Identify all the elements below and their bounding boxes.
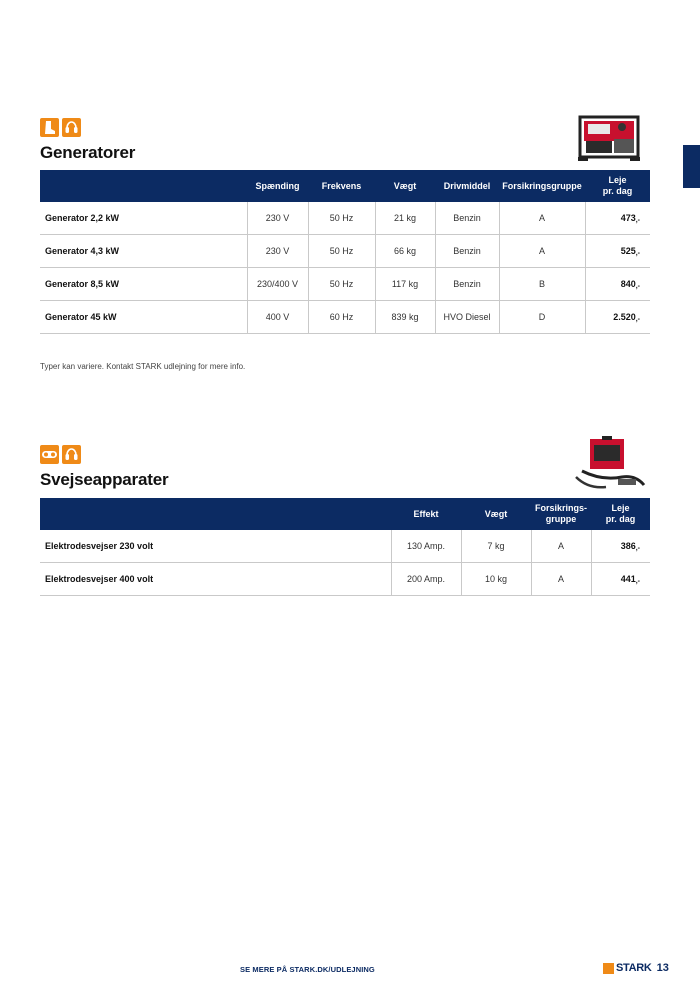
price-cell: $840_{,-}$ <box>585 268 650 301</box>
ear-protection-icon <box>62 445 81 464</box>
voltage-cell: 400 V <box>247 301 308 334</box>
product-name: Elektrodesvejser 400 volt <box>40 563 391 596</box>
price-cell: $386_{,-}$ <box>591 530 650 563</box>
footer-link[interactable]: SE MERE PÅ STARK.DK/UDLEJNING <box>240 965 375 974</box>
voltage-cell: 230 V <box>247 235 308 268</box>
fuel-cell: Benzin <box>435 202 499 235</box>
insurance-group-cell: A <box>531 530 591 563</box>
stark-logo <box>603 962 669 974</box>
weight-cell: 66 kg <box>375 235 435 268</box>
header-power: Effekt <box>391 498 461 530</box>
generators-title: Generatorer <box>40 143 136 162</box>
fuel-cell: Benzin <box>435 268 499 301</box>
price-cell: $2.520_{,-}$ <box>585 301 650 334</box>
frequency-cell: 60 Hz <box>308 301 375 334</box>
ear-protection-icon <box>62 118 81 137</box>
weight-cell: 21 kg <box>375 202 435 235</box>
table-row <box>40 301 650 334</box>
header-name <box>40 170 247 202</box>
table-row <box>40 530 650 563</box>
insurance-group-cell: A <box>499 235 585 268</box>
section-side-tab <box>683 145 700 188</box>
voltage-cell: 230 V <box>247 202 308 235</box>
header-name <box>40 498 391 530</box>
header-insurance-group: Forsikringsgruppe <box>499 170 585 202</box>
header-rent-per-day: Leje pr. dag <box>591 498 650 530</box>
product-name: Generator 45 kW <box>40 301 247 334</box>
header-fuel: Drivmiddel <box>435 170 499 202</box>
generator-safety-icons <box>40 118 81 137</box>
header-insurance-group: Forsikrings- gruppe <box>531 498 591 530</box>
price-cell: $473_{,-}$ <box>585 202 650 235</box>
header-frequency: Frekvens <box>308 170 375 202</box>
table-row <box>40 268 650 301</box>
price-cell: $441_{,-}$ <box>591 563 650 596</box>
frequency-cell: 50 Hz <box>308 235 375 268</box>
product-name: Generator 8,5 kW <box>40 268 247 301</box>
weight-cell: 7 kg <box>461 530 531 563</box>
insurance-group-cell: B <box>499 268 585 301</box>
table-header-row <box>40 170 650 202</box>
generators-table <box>40 170 650 334</box>
insurance-group-cell: D <box>499 301 585 334</box>
header-weight: Vægt <box>375 170 435 202</box>
safety-boot-icon <box>40 118 59 137</box>
stark-logo-mark-icon <box>603 963 614 974</box>
header-rent-per-day: Leje pr. dag <box>585 170 650 202</box>
table-row <box>40 202 650 235</box>
frequency-cell: 50 Hz <box>308 202 375 235</box>
fuel-cell: Benzin <box>435 235 499 268</box>
weight-cell: 839 kg <box>375 301 435 334</box>
price-cell: $525_{,-}$ <box>585 235 650 268</box>
page-number: 13 <box>656 962 669 974</box>
product-name: Generator 4,3 kW <box>40 235 247 268</box>
frequency-cell: 50 Hz <box>308 268 375 301</box>
fuel-cell: HVO Diesel <box>435 301 499 334</box>
table-row <box>40 235 650 268</box>
insurance-group-cell: A <box>531 563 591 596</box>
product-name: Elektrodesvejser 230 volt <box>40 530 391 563</box>
header-weight: Vægt <box>461 498 531 530</box>
stark-logo-text: STARK <box>616 962 652 974</box>
welders-table <box>40 498 650 596</box>
welders-title: Svejseapparater <box>40 470 169 489</box>
generators-note: Typer kan variere. Kontakt STARK udlejning for mere info. <box>40 362 246 371</box>
welder-image <box>572 435 648 500</box>
product-name: Generator 2,2 kW <box>40 202 247 235</box>
weight-cell: 117 kg <box>375 268 435 301</box>
voltage-cell: 230/400 V <box>247 268 308 301</box>
table-header-row <box>40 498 650 530</box>
insurance-group-cell: A <box>499 202 585 235</box>
power-cell: 130 Amp. <box>391 530 461 563</box>
power-cell: 200 Amp. <box>391 563 461 596</box>
welding-goggles-icon <box>40 445 59 464</box>
table-row <box>40 563 650 596</box>
generator-image <box>574 109 646 170</box>
weight-cell: 10 kg <box>461 563 531 596</box>
welder-safety-icons <box>40 445 81 464</box>
header-voltage: Spænding <box>247 170 308 202</box>
